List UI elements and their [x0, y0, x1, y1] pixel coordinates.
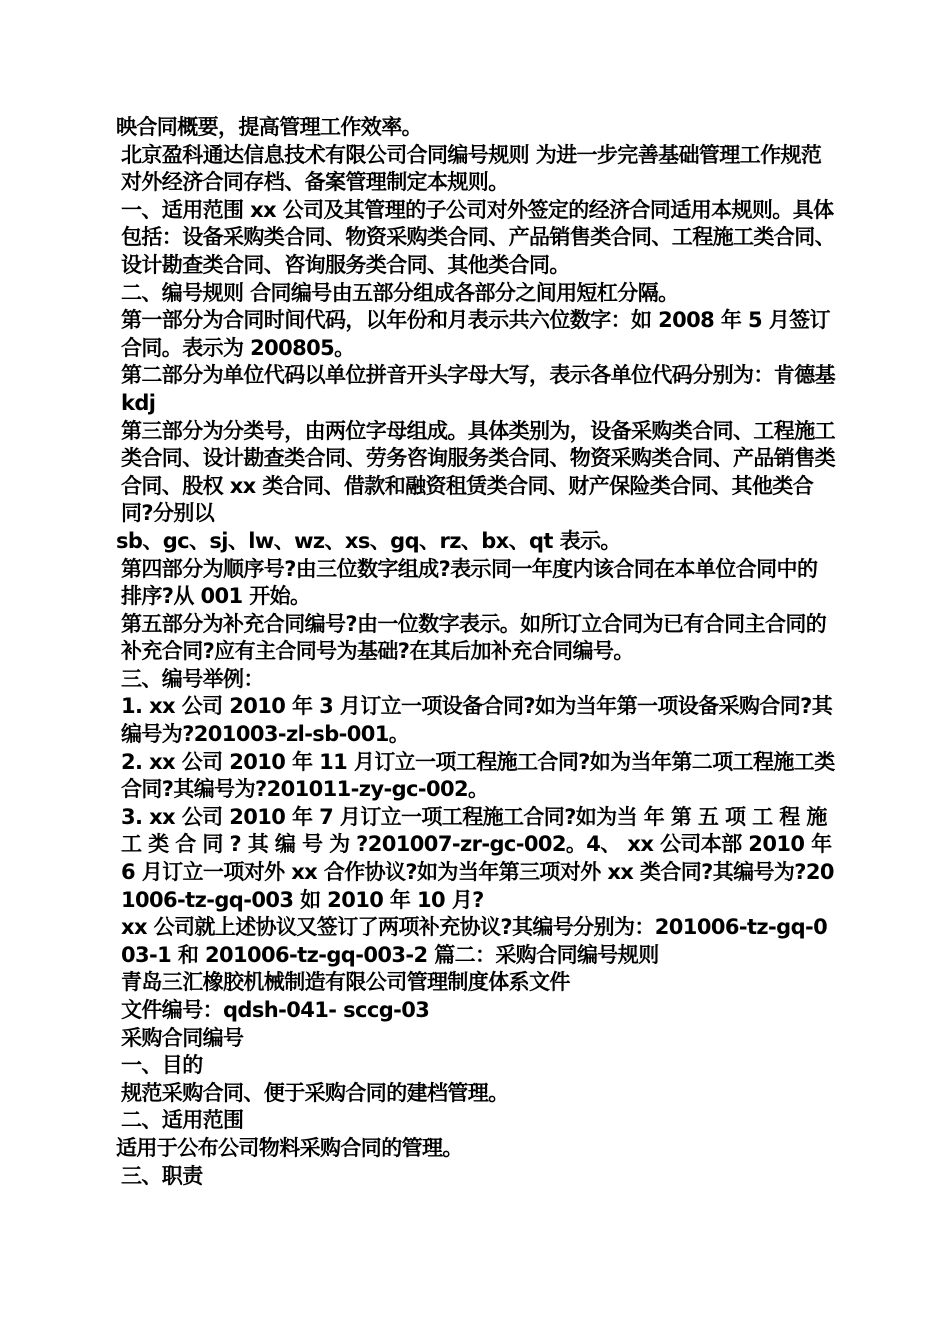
paragraph-part-three: 第三部分为分类号，由两位字母组成。具体类别为，设备采购类合同、工程施工类合同、设计勘查类合同、劳务咨询服务类合同、物资采购类合同、产品销售类合同、股权 xx 类合同、借款和融资租赁类合同、财产保险类合同、其他类合同?分别以 — [121, 418, 835, 526]
paragraph-company-rules-title: 北京盈科通达信息技术有限公司合同编号规则 为进一步完善基础管理工作规范对外经济合同存档、备案管理制定本规则。 — [121, 142, 822, 195]
paragraph-category-codes: sb、gc、sj、lw、wz、xs、gq、rz、bx、qt 表示。 — [116, 528, 621, 553]
paragraph-example-3-4: 3. xx 公司 2010 年 7 月订立一项工程施工合同?如为当 年 第 五 项 工 程 施 工 类 合 同 ? 其 编 号 为 ?201007-zr-gc-002。4、 xx 公司本部 2010 年 6 月订立一项对外 xx 合作协议?如为当年第三项对外 xx 类合同?其编号为?201006-tz-gq-003 如 2010 年 10 月? — [121, 804, 834, 912]
heading-responsibilities: 三、职责 — [121, 1163, 203, 1188]
heading-examples: 三、编号举例： — [121, 666, 264, 691]
heading-purchase-contract-numbering: 采购合同编号 — [121, 1025, 244, 1050]
paragraph-system-document-title: 青岛三汇橡胶机械制造有限公司管理制度体系文件 — [121, 970, 570, 995]
heading-purpose: 一、目的 — [121, 1053, 203, 1078]
paragraph-purpose: 规范采购合同、便于采购合同的建档管理。 — [121, 1080, 509, 1105]
heading-applicable-scope: 二、适用范围 — [121, 1108, 244, 1133]
paragraph-document-number: 文件编号：qdsh-041- sccg-03 — [121, 998, 430, 1022]
paragraph-supplement-example: xx 公司就上述协议又签订了两项补充协议?其编号分别为：201006-tz-gq-003-1 和 201006-tz-gq-003-2 篇二：采购合同编号规则 — [121, 915, 828, 967]
document-body — [116, 114, 836, 1190]
paragraph-part-four: 第四部分为顺序号?由三位数字组成?表示同一年度内该合同在本单位合同中的排序?从 001 开始。 — [121, 556, 818, 609]
paragraph-applicable-scope: 适用于公布公司物料采购合同的管理。 — [116, 1135, 463, 1160]
paragraph-part-five: 第五部分为补充合同编号?由一位数字表示。如所订立合同为已有合同主合同的补充合同?应有主合同号为基础?在其后加补充合同编号。 — [121, 611, 827, 664]
paragraph-part-two: 第二部分为单位代码以单位拼音开头字母大写，表示各单位代码分别为：肯德基 kdj — [121, 363, 835, 415]
paragraph-numbering-rules: 二、编号规则 合同编号由五部分组成各部分之间用短杠分隔。 — [121, 280, 679, 305]
paragraph-scope: 一、适用范围 xx 公司及其管理的子公司对外签定的经济合同适用本规则。具体包括：设备采购类合同、物资采购类合同、产品销售类合同、工程施工类合同、设计勘查类合同、咨询服务类合同、其他类合同。 — [121, 197, 835, 277]
paragraph-example-1: 1. xx 公司 2010 年 3 月订立一项设备合同?如为当年第一项设备采购合同?其编号为?201003-zl-sb-001。 — [121, 694, 833, 747]
paragraph-example-2: 2. xx 公司 2010 年 11 月订立一项工程施工合同?如为当年第二项工程施工类合同?其编号为?201011-zy-gc-002。 — [121, 749, 835, 802]
paragraph-part-one: 第一部分为合同时间代码，以年份和月表示共六位数字：如 2008 年 5 月签订合同。表示为 200805。 — [121, 308, 830, 360]
paragraph-intro-tail: 映合同概要，提高管理工作效率。 — [116, 115, 422, 139]
